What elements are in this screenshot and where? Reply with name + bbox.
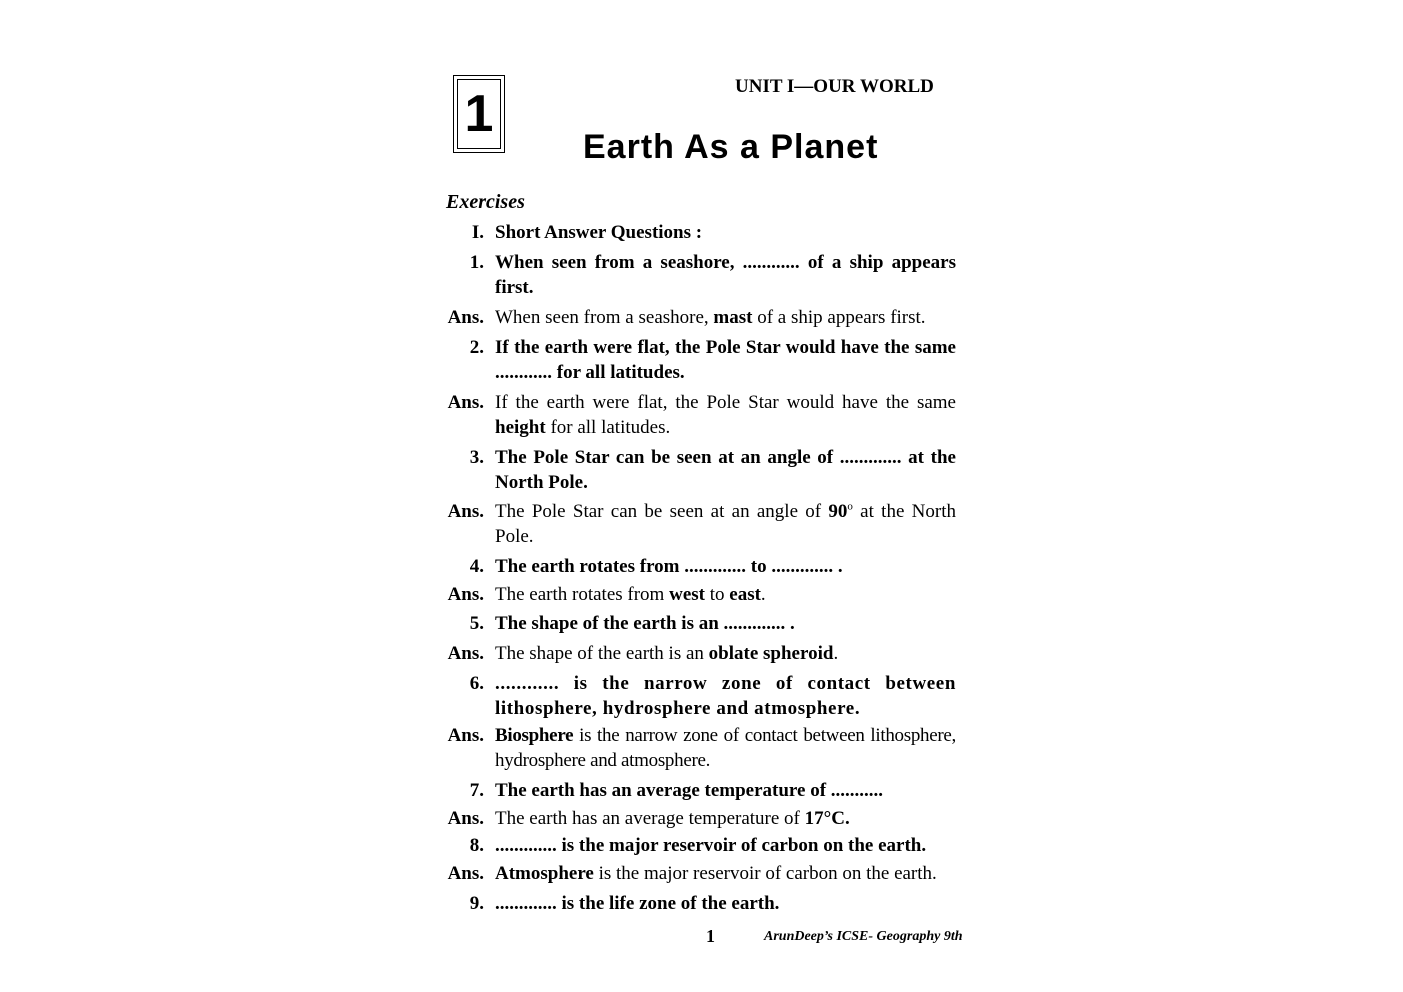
answer-5 <box>446 641 956 666</box>
answer-text: Biosphere is the narrow zone of contact between lithosphere, hydrosphere and atmosphere. <box>495 725 956 771</box>
answer-label: Ans. <box>447 501 484 522</box>
chapter-number-box <box>453 75 505 153</box>
answer-3 <box>446 499 956 549</box>
question-text: ............. is the major reservoir of carbon on the earth. <box>495 835 927 856</box>
answer-1 <box>446 305 956 330</box>
question-text: The shape of the earth is an ............. . <box>495 613 795 634</box>
question-number: 6. <box>469 673 484 694</box>
answer-label: Ans. <box>447 643 484 664</box>
question-5 <box>446 611 956 636</box>
answer-text: The shape of the earth is an oblate spheroid. <box>495 643 839 664</box>
chapter-number: 1 <box>457 79 501 149</box>
question-text: ............. is the life zone of the earth. <box>495 893 780 914</box>
question-number: 3. <box>469 447 484 468</box>
question-6 <box>446 671 956 721</box>
book-title-footer: ArunDeep’s ICSE- Geography 9th <box>764 929 963 944</box>
answer-4 <box>446 582 956 607</box>
answer-text: The Pole Star can be seen at an angle of 90$^o$ at the North Pole. <box>495 500 956 547</box>
question-number: 4. <box>469 556 484 577</box>
question-7 <box>446 778 956 803</box>
question-3 <box>446 445 956 495</box>
answer-label: Ans. <box>447 584 484 605</box>
question-text: If the earth were flat, the Pole Star would have the same ............ for all latitudes. <box>495 337 956 383</box>
question-text: The Pole Star can be seen at an angle of ............. at the North Pole. <box>495 447 956 493</box>
question-number: 7. <box>469 780 484 801</box>
question-text: The earth rotates from ............. to ............. . <box>495 556 843 577</box>
answer-label: Ans. <box>447 863 484 884</box>
section-heading <box>446 220 956 245</box>
answer-8 <box>446 861 956 886</box>
question-number: 1. <box>469 252 484 273</box>
exercises-label: Exercises <box>446 191 525 213</box>
answer-label: Ans. <box>447 307 484 328</box>
answer-text: Atmosphere is the major reservoir of carbon on the earth. <box>495 863 937 884</box>
answer-label: Ans. <box>447 808 484 829</box>
section-number: I. <box>471 222 484 243</box>
question-text: The earth has an average temperature of ........... <box>495 780 884 801</box>
answer-text: When seen from a seashore, mast of a ship appears first. <box>495 307 926 328</box>
question-9 <box>446 891 956 916</box>
answer-2 <box>446 390 956 440</box>
answer-label: Ans. <box>447 725 484 746</box>
page-number: 1 <box>706 926 715 946</box>
question-number: 9. <box>469 893 484 914</box>
question-number: 2. <box>469 337 484 358</box>
answer-text: If the earth were flat, the Pole Star would have the same height for all latitudes. <box>495 392 956 438</box>
answer-label: Ans. <box>447 392 484 413</box>
section-title: Short Answer Questions : <box>495 222 703 243</box>
question-1 <box>446 250 956 300</box>
question-8 <box>446 833 956 858</box>
question-text: When seen from a seashore, ............ of a ship appears first. <box>495 252 956 298</box>
question-4 <box>446 554 956 579</box>
answer-7 <box>446 806 956 831</box>
chapter-title: Earth As a Planet <box>583 128 879 166</box>
answer-6 <box>446 723 956 773</box>
question-text: ............ is the narrow zone of contact between lithosphere, hydrosphere and atmosphere. <box>495 673 956 719</box>
unit-heading: UNIT I—OUR WORLD <box>735 76 934 97</box>
answer-text: The earth rotates from west to east. <box>495 584 766 605</box>
question-number: 5. <box>469 613 484 634</box>
question-number: 8. <box>469 835 484 856</box>
question-2 <box>446 335 956 385</box>
answer-text: The earth has an average temperature of 17°C. <box>495 808 850 829</box>
